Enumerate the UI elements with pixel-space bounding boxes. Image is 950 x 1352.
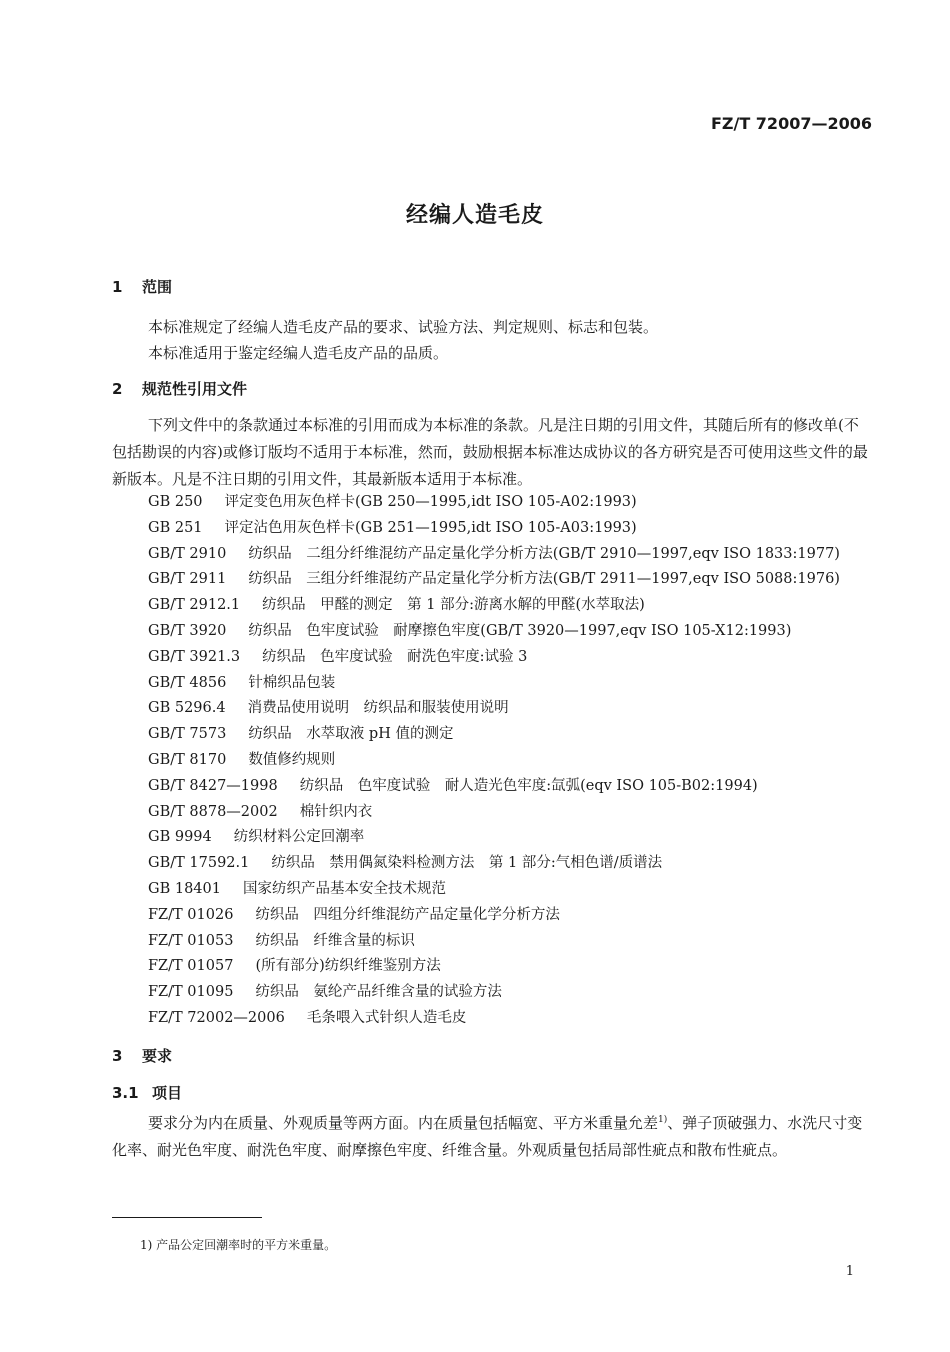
subsection-3-1-heading <box>112 1082 182 1103</box>
reference-title: 数值修约规则 <box>248 751 336 768</box>
section-title: 要求 <box>142 1047 173 1065</box>
reference-item <box>148 774 840 800</box>
reference-item <box>148 619 840 645</box>
reference-title: 纺织品 氨纶产品纤维含量的试验方法 <box>255 984 502 1001</box>
reference-code: GB 9994 <box>148 829 212 846</box>
reference-code: GB/T 8878—2002 <box>148 803 278 820</box>
requirements-text-end: 、弹子顶破强力、水洗尺寸变化率、耐光色牢度、耐洗色牢度、耐摩擦色牢度、纤维含量。外观质量包括局部性疵点和散布性疵点。 <box>112 1114 863 1159</box>
reference-item <box>148 516 840 542</box>
document-title: 经编人造毛皮 <box>405 203 544 228</box>
reference-code: FZ/T 01057 <box>148 958 234 975</box>
reference-code: GB/T 2911 <box>148 571 227 588</box>
reference-item <box>148 748 840 774</box>
footnote-divider <box>112 1217 262 1218</box>
reference-code: GB/T 7573 <box>148 726 227 743</box>
reference-title: 纺织品 色牢度试验 耐摩擦色牢度(GB/T 3920—1997,eqv ISO 105-X12:1993) <box>248 622 792 639</box>
reference-title: 纺织品 二组分纤维混纺产品定量化学分析方法(GB/T 2910—1997,eqv ISO 1833:1977) <box>248 545 840 562</box>
section-title: 规范性引用文件 <box>142 380 248 398</box>
reference-item <box>148 593 840 619</box>
reference-code: GB/T 17592.1 <box>148 855 250 872</box>
reference-code: GB 18401 <box>148 880 221 897</box>
standard-number: FZ/T 72007—2006 <box>710 114 872 133</box>
section-number: 2 <box>112 380 123 398</box>
reference-item <box>148 645 840 671</box>
requirements-paragraph <box>112 1110 868 1164</box>
reference-title: 棉针织内衣 <box>299 803 373 820</box>
reference-code: FZ/T 01053 <box>148 932 234 949</box>
reference-code: FZ/T 72002—2006 <box>148 1009 285 1026</box>
reference-code: GB/T 8427—1998 <box>148 777 278 794</box>
reference-code: GB/T 8170 <box>148 751 227 768</box>
reference-title: 纺织品 四组分纤维混纺产品定量化学分析方法 <box>255 906 560 923</box>
reference-title: 评定变色用灰色样卡(GB 250—1995,idt ISO 105-A02:1993) <box>224 494 637 510</box>
reference-code: GB/T 4856 <box>148 674 227 691</box>
reference-item <box>148 954 840 980</box>
reference-title: 纺织品 水萃取液 pH 值的测定 <box>248 726 454 743</box>
reference-item <box>148 903 840 929</box>
reference-code: GB/T 2910 <box>148 545 227 562</box>
reference-item <box>148 490 840 516</box>
reference-item <box>148 800 840 826</box>
reference-list <box>148 490 840 1032</box>
section-2-heading <box>112 378 247 399</box>
reference-code: GB 5296.4 <box>148 700 226 717</box>
reference-title: 国家纺织产品基本安全技术规范 <box>242 880 446 897</box>
reference-item <box>148 980 840 1006</box>
scope-paragraph-1: 本标准规定了经编人造毛皮产品的要求、试验方法、判定规则、标志和包装。 <box>148 318 659 336</box>
reference-code: GB 250 <box>148 494 203 510</box>
reference-item <box>148 929 840 955</box>
reference-title: 消费品使用说明 纺织品和服装使用说明 <box>247 700 509 717</box>
reference-title: 纺织品 纤维含量的标识 <box>255 932 415 949</box>
section-title: 范围 <box>142 278 173 296</box>
section-1-heading <box>112 276 172 297</box>
reference-item <box>148 542 840 568</box>
reference-item <box>148 671 840 697</box>
footnote: 1) 产品公定回潮率时的平方米重量。 <box>140 1238 337 1252</box>
requirements-text-start: 要求分为内在质量、外观质量等两方面。内在质量包括幅宽、平方米重量允差 <box>148 1114 659 1132</box>
references-intro: 下列文件中的条款通过本标准的引用而成为本标准的条款。凡是注日期的引用文件，其随后所有的修改单(不包括勘误的内容)或修订版均不适用于本标准，然而，鼓励根据本标准达成协议的各方研究是否可使用这些文件的最新版本。凡是不注日期的引用文件，其最新版本适用于本标准。 <box>112 416 868 488</box>
reference-title: (所有部分)纺织纤维鉴别方法 <box>255 958 441 975</box>
subsection-number: 3.1 <box>112 1084 139 1102</box>
reference-item <box>148 1006 840 1032</box>
reference-title: 纺织品 禁用偶氮染料检测方法 第 1 部分:气相色谱/质谱法 <box>271 855 663 872</box>
reference-code: GB 251 <box>148 519 203 536</box>
reference-title: 毛条喂入式针织人造毛皮 <box>306 1009 467 1026</box>
reference-code: FZ/T 01095 <box>148 984 234 1001</box>
reference-code: GB/T 3920 <box>148 622 227 639</box>
reference-title: 纺织品 色牢度试验 耐人造光色牢度:氙弧(eqv ISO 105-B02:1994) <box>299 777 758 794</box>
reference-title: 纺织品 色牢度试验 耐洗色牢度:试验 3 <box>262 648 528 665</box>
reference-title: 针棉织品包装 <box>248 674 336 691</box>
reference-item <box>148 825 840 851</box>
reference-item <box>148 851 840 877</box>
section-3-heading <box>112 1045 172 1066</box>
footnote-reference: 1) <box>658 1115 668 1125</box>
reference-item <box>148 567 840 593</box>
reference-code: GB/T 3921.3 <box>148 648 241 665</box>
reference-title: 纺织品 三组分纤维混纺产品定量化学分析方法(GB/T 2911—1997,eqv ISO 5088:1976) <box>248 571 840 588</box>
reference-item <box>148 722 840 748</box>
reference-title: 纺织品 甲醛的测定 第 1 部分:游离水解的甲醛(水萃取法) <box>262 597 645 614</box>
reference-item <box>148 696 840 722</box>
reference-code: FZ/T 01026 <box>148 906 234 923</box>
section-number: 3 <box>112 1047 123 1065</box>
section-number: 1 <box>112 278 123 296</box>
subsection-title: 项目 <box>152 1084 183 1102</box>
reference-code: GB/T 2912.1 <box>148 597 241 614</box>
scope-paragraph-2: 本标准适用于鉴定经编人造毛皮产品的品质。 <box>148 344 449 362</box>
page-number: 1 <box>845 1264 854 1279</box>
reference-title: 评定沾色用灰色样卡(GB 251—1995,idt ISO 105-A03:1993) <box>224 519 637 536</box>
reference-item <box>148 877 840 903</box>
reference-title: 纺织材料公定回潮率 <box>233 829 365 846</box>
